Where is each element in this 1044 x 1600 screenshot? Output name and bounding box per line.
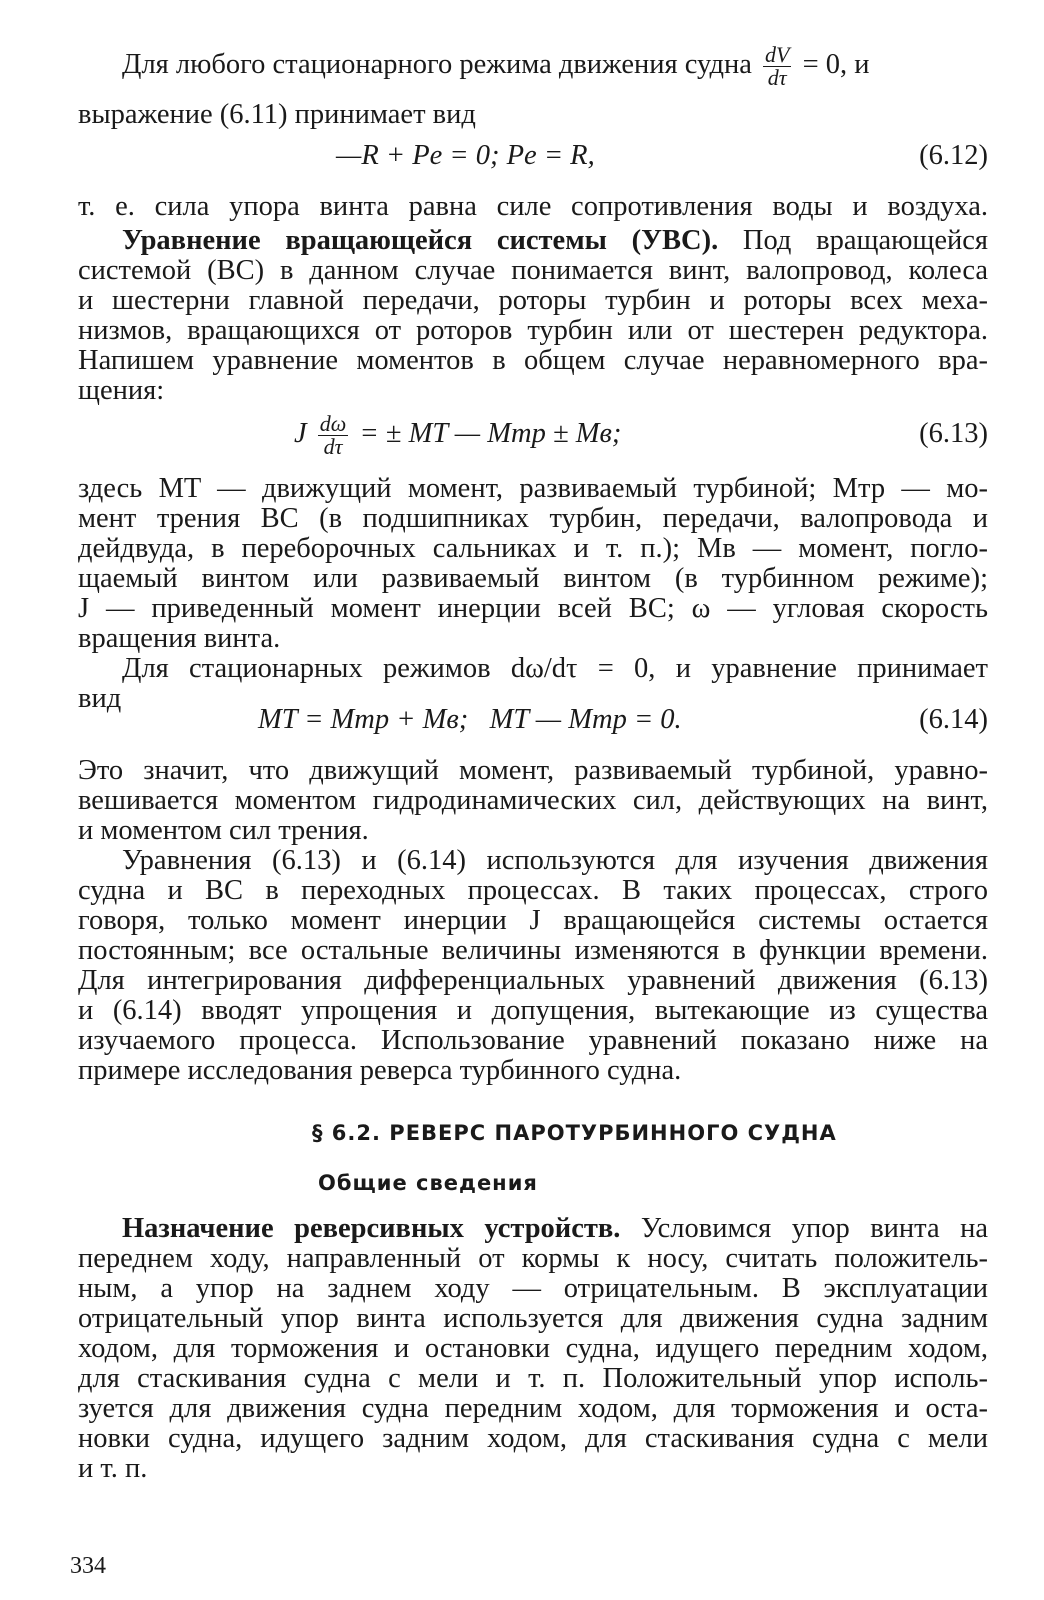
text-span: = 0, и — [802, 49, 870, 81]
equation-body: MT = Mтр + Mв; MT — Mтр = 0. — [258, 704, 682, 735]
text-line — [78, 44, 988, 89]
fraction-numerator: dω — [319, 410, 347, 436]
text-line: мент трения ВС (в подшипниках турбин, передачи, валопровода и — [78, 503, 988, 534]
text-line: судна и ВС в переходных процессах. В таких процессах, строго — [78, 875, 988, 906]
text-line: и моментом сил трения. — [78, 815, 369, 846]
text-span: Условимся упор винта на — [640, 1213, 989, 1244]
section-title: § 6.2. РЕВЕРС ПАРОТУРБИННОГО СУДНА — [312, 1121, 837, 1145]
text-line: Напишем уравнение моментов в общем случае неравномерного вра- — [78, 345, 988, 376]
text-line: для стаскивания судна с мели и т. п. Положительный упор исполь- — [78, 1363, 988, 1394]
text-line: здесь MT — движущий момент, развиваемый турбиной; Mтр — мо- — [78, 473, 988, 504]
text-line: говоря, только момент инерции J вращающейся системы остается — [78, 905, 988, 936]
text-line: изучаемого процесса. Использование уравнений показано ниже на — [78, 1025, 988, 1056]
text-line: J — приведенный момент инерции всей ВС; ω — угловая скорость — [78, 593, 988, 624]
text-line: выражение (6.11) принимает вид — [78, 99, 476, 130]
text-line: и т. п. — [78, 1453, 148, 1484]
text-line: постоянным; все остальные величины изменяются в функции времени. — [78, 935, 988, 966]
text-line: вращения винта. — [78, 623, 281, 654]
equation-body: —R + Pe = 0; Pe = R, — [336, 140, 595, 171]
text-line: т. е. сила упора винта равна силе сопротивления воды и воздуха. — [78, 191, 988, 222]
bold-lead: Назначение реверсивных устройств. — [122, 1213, 621, 1244]
page-number: 334 — [70, 1553, 106, 1579]
fraction-denominator: dτ — [323, 433, 343, 459]
text-line: Это значит, что движущий момент, развиваемый турбиной, уравно- — [78, 755, 988, 786]
text-line: и шестерни главной передачи, роторы турбин и роторы всех меха- — [78, 285, 988, 316]
bold-lead: Уравнение вращающейся системы (УВС). — [122, 225, 719, 256]
fraction-denominator: dτ — [767, 65, 787, 90]
text-line: Для стационарных режимов dω/dτ = 0, и уравнение принимает — [122, 653, 988, 684]
equation-lhs: J — [294, 418, 307, 449]
text-line — [78, 1212, 988, 1246]
text-line: вид — [78, 683, 122, 714]
equation-number: (6.14) — [919, 704, 988, 735]
text-line: отрицательный упор винта используется для движения судна задним — [78, 1303, 988, 1334]
equation-number: (6.13) — [919, 418, 988, 449]
equation-6-14 — [78, 700, 988, 740]
text-line: ным, а упор на заднем ходу — отрицательным. В эксплуатации — [78, 1273, 988, 1304]
text-span: Для любого стационарного режима движения судна — [122, 49, 752, 81]
text-line: ходом, для торможения и остановки судна, идущего передним ходом, — [78, 1333, 988, 1364]
text-span: Под вращающейся — [742, 225, 988, 256]
text-line: щаемый винтом или развиваемый винтом (в турбинном режиме); — [78, 563, 988, 594]
text-line: дейдвуда, в переборочных сальниках и т. п.); Mв — момент, погло- — [78, 533, 988, 564]
fraction — [763, 44, 791, 89]
text-line: Уравнения (6.13) и (6.14) используются для изучения движения — [122, 845, 988, 876]
text-line: щения: — [78, 375, 165, 406]
text-line: низмов, вращающихся от роторов турбин или от шестерен редуктора. — [78, 315, 988, 346]
text-line: примере исследования реверса турбинного судна. — [78, 1055, 682, 1086]
text-line: Для интегрирования дифференциальных уравнений движения (6.13) — [78, 965, 988, 996]
equation-number: (6.12) — [919, 140, 988, 171]
equation-rhs: = ± MT — Mтр ± Mв; — [359, 418, 622, 449]
text-line: новки судна, идущего задним ходом, для стаскивания судна с мели — [78, 1423, 988, 1454]
text-line: переднем ходу, направленный от кормы к носу, считать положитель- — [78, 1243, 988, 1274]
fraction — [318, 410, 349, 459]
text-line — [78, 224, 988, 258]
fraction-numerator: dV — [765, 42, 790, 67]
text-line: системой (ВС) в данном случае понимается винт, валопровод, колеса — [78, 255, 988, 286]
equation-body — [294, 408, 621, 460]
equation-6-13 — [78, 408, 988, 460]
equation-6-12 — [78, 136, 988, 176]
text-line: зуется для движения судна передним ходом, для торможения и оста- — [78, 1393, 988, 1424]
subsection-title: Общие сведения — [318, 1171, 538, 1195]
text-line: и (6.14) вводят упрощения и допущения, вытекающие из существа — [78, 995, 988, 1026]
text-line: вешивается моментом гидродинамических сил, действующих на винт, — [78, 785, 988, 816]
